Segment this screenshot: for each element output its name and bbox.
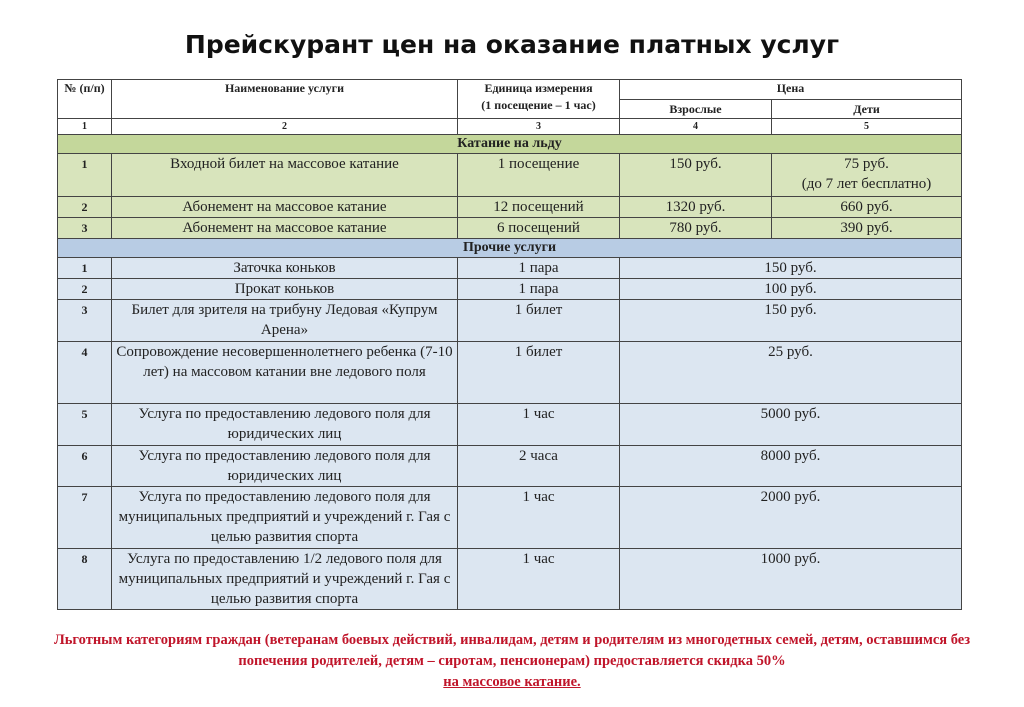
service-name: Заточка коньков bbox=[112, 258, 458, 279]
col-number: 1 bbox=[58, 119, 112, 135]
row-number: 8 bbox=[58, 549, 112, 610]
unit: 1 пара bbox=[458, 258, 620, 279]
table-row bbox=[58, 154, 962, 197]
row-number: 1 bbox=[58, 154, 112, 197]
price: 150 руб. bbox=[620, 300, 962, 342]
section-title-ice-skating: Катание на льду bbox=[58, 135, 962, 154]
unit: 1 билет bbox=[458, 300, 620, 342]
table-row bbox=[58, 342, 962, 404]
header-kids: Дети bbox=[772, 100, 962, 119]
unit: 1 час bbox=[458, 487, 620, 549]
header-num: № (п/п) bbox=[58, 80, 112, 119]
table-row bbox=[58, 549, 962, 610]
row-number: 2 bbox=[58, 279, 112, 300]
price: 2000 руб. bbox=[620, 487, 962, 549]
table-row bbox=[58, 487, 962, 549]
header-price: Цена bbox=[620, 80, 962, 100]
service-name: Билет для зрителя на трибуну Ледовая «Купрум Арена» bbox=[112, 300, 458, 342]
price-adults: 1320 руб. bbox=[620, 197, 772, 218]
header-name: Наименование услуги bbox=[112, 80, 458, 119]
table-row bbox=[58, 300, 962, 342]
row-number: 2 bbox=[58, 197, 112, 218]
unit: 1 час bbox=[458, 404, 620, 446]
col-number: 3 bbox=[458, 119, 620, 135]
discount-note-text: Льготным категориям граждан (ветеранам боевых действий, инвалидам, детям и родителям из многодетных семей, детям, оставшимся без попечения родителей, детям – сиротам, пенсионерам) предоставляется скидка 50% bbox=[53, 632, 971, 669]
row-number: 5 bbox=[58, 404, 112, 446]
discount-note-underlined: на массовое катание. bbox=[443, 674, 581, 690]
col-number: 2 bbox=[112, 119, 458, 135]
discount-note bbox=[20, 630, 1004, 693]
price-kids-value: 660 руб. bbox=[840, 199, 893, 215]
row-number: 4 bbox=[58, 342, 112, 404]
price: 100 руб. bbox=[620, 279, 962, 300]
unit: 12 посещений bbox=[458, 197, 620, 218]
table-row bbox=[58, 218, 962, 239]
table-row bbox=[58, 258, 962, 279]
service-name: Услуга по предоставлению ледового поля для юридических лиц bbox=[112, 404, 458, 446]
service-name: Услуга по предоставлению 1/2 ледового поля для муниципальных предприятий и учреждений г. Гая с целью развития спорта bbox=[112, 549, 458, 610]
header-adults: Взрослые bbox=[620, 100, 772, 119]
price-kids-value: 390 руб. bbox=[840, 220, 893, 236]
unit: 1 пара bbox=[458, 279, 620, 300]
table-row bbox=[58, 279, 962, 300]
row-number: 3 bbox=[58, 218, 112, 239]
price-table bbox=[57, 79, 962, 610]
price: 25 руб. bbox=[620, 342, 962, 404]
service-name: Входной билет на массовое катание bbox=[112, 154, 458, 197]
row-number: 3 bbox=[58, 300, 112, 342]
row-number: 7 bbox=[58, 487, 112, 549]
service-name: Прокат коньков bbox=[112, 279, 458, 300]
price: 5000 руб. bbox=[620, 404, 962, 446]
header-unit-label: Единица измерения bbox=[484, 81, 593, 95]
page-title: Прейскурант цен на оказание платных услуг bbox=[184, 30, 840, 59]
price: 1000 руб. bbox=[620, 549, 962, 610]
price: 8000 руб. bbox=[620, 446, 962, 487]
row-number: 1 bbox=[58, 258, 112, 279]
service-name: Абонемент на массовое катание bbox=[112, 197, 458, 218]
price-kids bbox=[772, 218, 962, 239]
price-kids-note: (до 7 лет бесплатно) bbox=[801, 176, 932, 192]
price-kids bbox=[772, 197, 962, 218]
price: 150 руб. bbox=[620, 258, 962, 279]
price-kids-value: 75 руб. bbox=[844, 156, 889, 172]
row-number: 6 bbox=[58, 446, 112, 487]
unit: 1 час bbox=[458, 549, 620, 610]
section-title-other-services: Прочие услуги bbox=[58, 239, 962, 258]
unit: 2 часа bbox=[458, 446, 620, 487]
unit: 1 посещение bbox=[458, 154, 620, 197]
service-name: Услуга по предоставлению ледового поля для муниципальных предприятий и учреждений г. Гая с целью развития спорта bbox=[112, 487, 458, 549]
service-name: Услуга по предоставлению ледового поля для юридических лиц bbox=[112, 446, 458, 487]
price-adults: 780 руб. bbox=[620, 218, 772, 239]
unit: 6 посещений bbox=[458, 218, 620, 239]
table-row bbox=[58, 446, 962, 487]
col-number: 4 bbox=[620, 119, 772, 135]
service-name: Сопровождение несовершеннолетнего ребенка (7-10 лет) на массовом катании вне ледового поля bbox=[112, 342, 458, 404]
unit: 1 билет bbox=[458, 342, 620, 404]
header-unit bbox=[458, 80, 620, 119]
header-unit-sub: (1 посещение – 1 час) bbox=[481, 98, 596, 112]
price-kids bbox=[772, 154, 962, 197]
price-adults: 150 руб. bbox=[620, 154, 772, 197]
table-row bbox=[58, 197, 962, 218]
col-number: 5 bbox=[772, 119, 962, 135]
table-row bbox=[58, 404, 962, 446]
service-name: Абонемент на массовое катание bbox=[112, 218, 458, 239]
